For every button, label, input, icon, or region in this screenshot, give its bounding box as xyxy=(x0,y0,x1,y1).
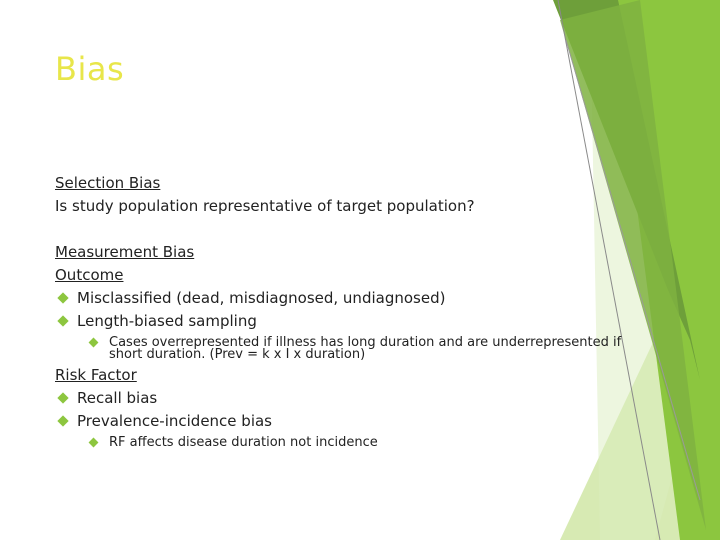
sub-list-item xyxy=(55,337,655,361)
green-diamond-icon xyxy=(89,438,99,448)
measurement-bias-heading: Measurement Bias xyxy=(55,243,195,261)
risk-factor-heading: Risk Factor xyxy=(55,366,137,384)
green-diamond-icon xyxy=(89,338,99,348)
list-item xyxy=(55,410,655,433)
list-item xyxy=(55,387,655,410)
page-title: Bias xyxy=(55,50,125,88)
sub-list-item-label: RF affects disease duration not incidence xyxy=(109,435,378,450)
green-diamond-icon xyxy=(57,392,68,403)
list-item-label: Length-biased sampling xyxy=(77,312,257,330)
list-item-label: Misclassified (dead, misdiagnosed, undiagnosed) xyxy=(77,289,446,307)
sub-list-item-label: Cases overrepresented if illness has long duration and are underrepresented if short duration. (Prev = k x I x duration) xyxy=(109,335,622,362)
green-diamond-icon xyxy=(57,315,68,326)
selection-bias-heading: Selection Bias xyxy=(55,174,161,192)
spacer xyxy=(55,218,655,241)
green-diamond-icon xyxy=(57,292,68,303)
list-item-label: Recall bias xyxy=(77,389,158,407)
list-item xyxy=(55,310,655,333)
sub-list-item xyxy=(55,437,655,449)
green-diamond-icon xyxy=(57,415,68,426)
list-item xyxy=(55,287,655,310)
slide-body xyxy=(55,172,655,452)
selection-bias-question: Is study population representative of target population? xyxy=(55,197,475,215)
list-item-label: Prevalence-incidence bias xyxy=(77,412,272,430)
outcome-heading: Outcome xyxy=(55,266,124,284)
